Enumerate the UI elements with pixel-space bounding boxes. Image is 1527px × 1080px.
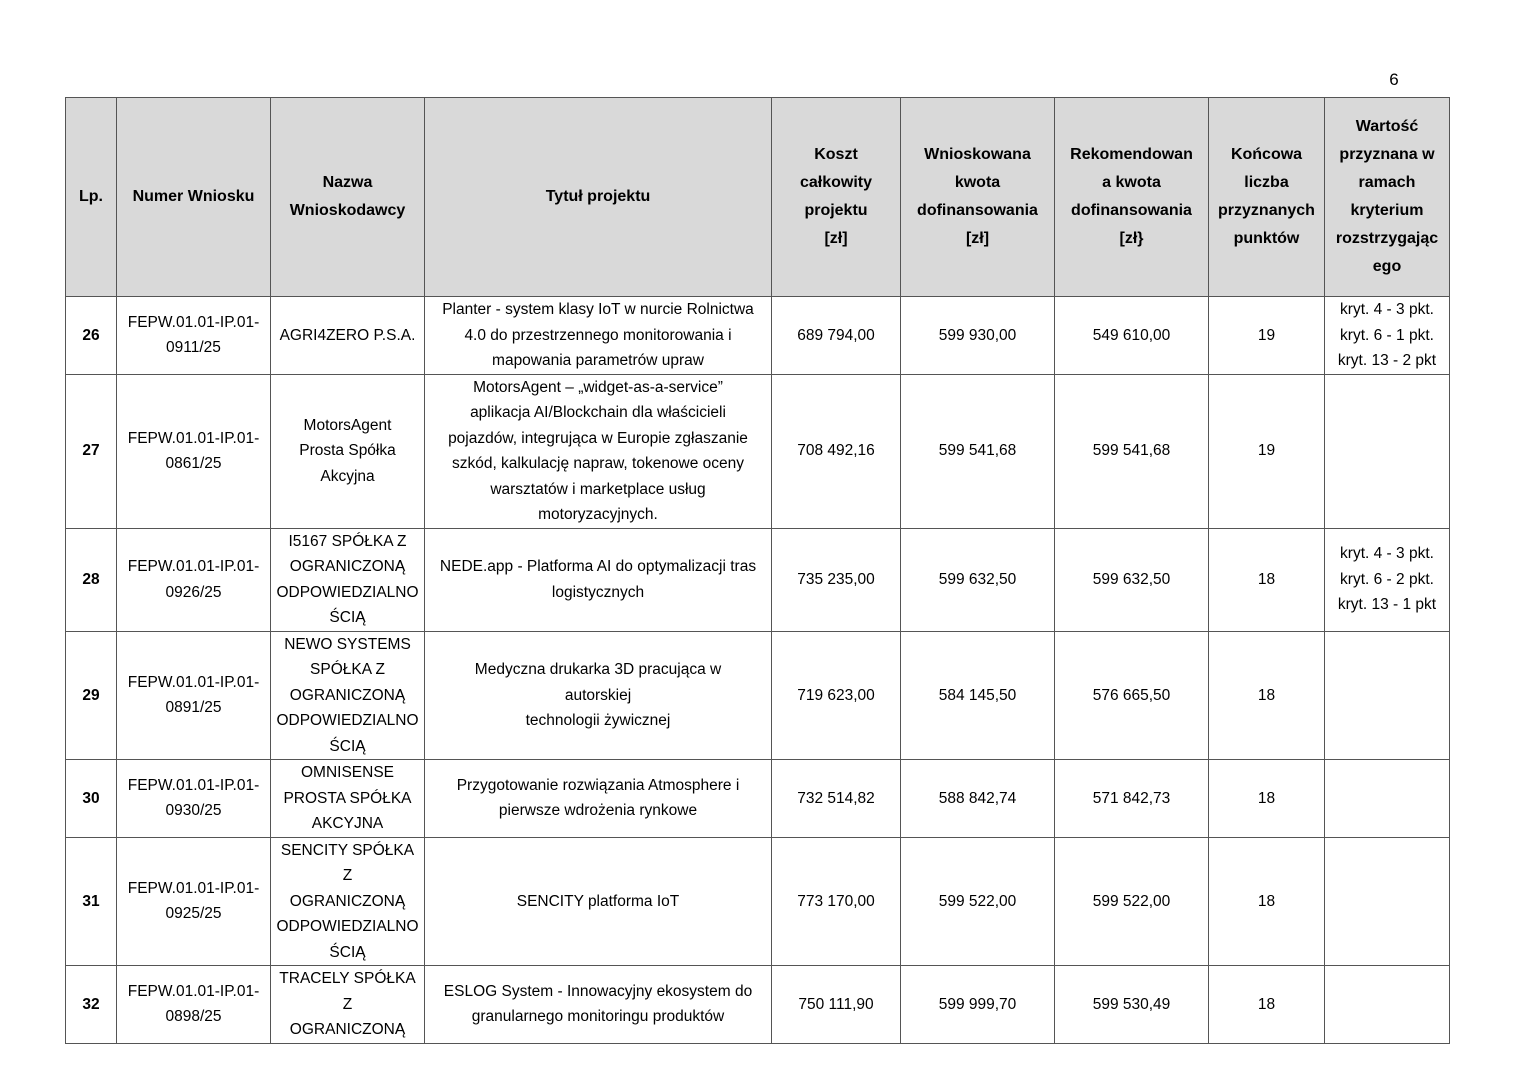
cell-requested-amount: 588 842,74 bbox=[901, 760, 1055, 838]
cell-project-title: ESLOG System - Innowacyjny ekosystem do granularnego monitoringu produktów bbox=[425, 966, 772, 1044]
cell-recommended-amount: 599 530,49 bbox=[1055, 966, 1209, 1044]
cell-applicant-name: OMNISENSE PROSTA SPÓŁKA AKCYJNA bbox=[271, 760, 425, 838]
cell-applicant-name: MotorsAgent Prosta Spółka Akcyjna bbox=[271, 374, 425, 528]
cell-requested-amount: 599 522,00 bbox=[901, 837, 1055, 966]
header-tiebreak-value: Wartość przyznana w ramach kryterium rozstrzygając ego bbox=[1325, 98, 1450, 297]
header-final-points: Końcowa liczba przyznanych punktów bbox=[1209, 98, 1325, 297]
cell-project-title: NEDE.app - Platforma AI do optymalizacji tras logistycznych bbox=[425, 528, 772, 631]
cell-lp: 27 bbox=[66, 374, 117, 528]
cell-lp: 32 bbox=[66, 966, 117, 1044]
cell-final-points: 19 bbox=[1209, 374, 1325, 528]
table-row bbox=[66, 760, 1450, 838]
cell-total-cost: 732 514,82 bbox=[772, 760, 901, 838]
cell-applicant-name: TRACELY SPÓŁKA Z OGRANICZONĄ bbox=[271, 966, 425, 1044]
cell-applicant-name: NEWO SYSTEMS SPÓŁKA Z OGRANICZONĄ ODPOWIEDZIALNO ŚCIĄ bbox=[271, 631, 425, 760]
cell-applicant-name: I5167 SPÓŁKA Z OGRANICZONĄ ODPOWIEDZIALNO ŚCIĄ bbox=[271, 528, 425, 631]
header-recommended-amount: Rekomendowan a kwota dofinansowania [zł} bbox=[1055, 98, 1209, 297]
cell-total-cost: 708 492,16 bbox=[772, 374, 901, 528]
cell-application-number: FEPW.01.01-IP.01- 0930/25 bbox=[117, 760, 271, 838]
cell-requested-amount: 584 145,50 bbox=[901, 631, 1055, 760]
cell-tiebreak-value bbox=[1325, 760, 1450, 838]
cell-requested-amount: 599 999,70 bbox=[901, 966, 1055, 1044]
page-number: 6 bbox=[1389, 70, 1399, 89]
table-body bbox=[66, 297, 1450, 1044]
cell-application-number: FEPW.01.01-IP.01- 0911/25 bbox=[117, 297, 271, 375]
cell-recommended-amount: 576 665,50 bbox=[1055, 631, 1209, 760]
cell-lp: 30 bbox=[66, 760, 117, 838]
ranking-table bbox=[65, 97, 1450, 1044]
cell-final-points: 19 bbox=[1209, 297, 1325, 375]
header-requested-amount: Wnioskowana kwota dofinansowania [zł] bbox=[901, 98, 1055, 297]
cell-recommended-amount: 599 541,68 bbox=[1055, 374, 1209, 528]
cell-lp: 29 bbox=[66, 631, 117, 760]
cell-tiebreak-value bbox=[1325, 374, 1450, 528]
cell-lp: 31 bbox=[66, 837, 117, 966]
cell-tiebreak-value bbox=[1325, 837, 1450, 966]
cell-recommended-amount: 549 610,00 bbox=[1055, 297, 1209, 375]
cell-requested-amount: 599 930,00 bbox=[901, 297, 1055, 375]
cell-application-number: FEPW.01.01-IP.01- 0898/25 bbox=[117, 966, 271, 1044]
header-application-number: Numer Wniosku bbox=[117, 98, 271, 297]
header-applicant-name: Nazwa Wnioskodawcy bbox=[271, 98, 425, 297]
cell-project-title: MotorsAgent – „widget-as-a-service” aplikacja AI/Blockchain dla właścicieli pojazdów, integrująca w Europie zgłaszanie szkód, kalkulację napraw, tokenowe oceny warsztatów i marketplace usług motoryzacyjnych. bbox=[425, 374, 772, 528]
cell-total-cost: 735 235,00 bbox=[772, 528, 901, 631]
header-project-title: Tytuł projektu bbox=[425, 98, 772, 297]
table-row bbox=[66, 297, 1450, 375]
cell-tiebreak-value bbox=[1325, 631, 1450, 760]
cell-recommended-amount: 599 522,00 bbox=[1055, 837, 1209, 966]
cell-lp: 28 bbox=[66, 528, 117, 631]
header-lp: Lp. bbox=[66, 98, 117, 297]
cell-project-title: Planter - system klasy IoT w nurcie Rolnictwa 4.0 do przestrzennego monitorowania i mapowania parametrów upraw bbox=[425, 297, 772, 375]
cell-recommended-amount: 571 842,73 bbox=[1055, 760, 1209, 838]
table-header bbox=[66, 98, 1450, 297]
cell-requested-amount: 599 632,50 bbox=[901, 528, 1055, 631]
cell-project-title: SENCITY platforma IoT bbox=[425, 837, 772, 966]
cell-application-number: FEPW.01.01-IP.01- 0891/25 bbox=[117, 631, 271, 760]
table-row bbox=[66, 528, 1450, 631]
cell-final-points: 18 bbox=[1209, 966, 1325, 1044]
cell-final-points: 18 bbox=[1209, 760, 1325, 838]
cell-project-title: Medyczna drukarka 3D pracująca w autorskiej technologii żywicznej bbox=[425, 631, 772, 760]
cell-total-cost: 773 170,00 bbox=[772, 837, 901, 966]
cell-project-title: Przygotowanie rozwiązania Atmosphere i pierwsze wdrożenia rynkowe bbox=[425, 760, 772, 838]
cell-application-number: FEPW.01.01-IP.01- 0926/25 bbox=[117, 528, 271, 631]
cell-lp: 26 bbox=[66, 297, 117, 375]
cell-tiebreak-value bbox=[1325, 966, 1450, 1044]
table-row bbox=[66, 631, 1450, 760]
cell-tiebreak-value: kryt. 4 - 3 pkt. kryt. 6 - 1 pkt. kryt. 13 - 2 pkt bbox=[1325, 297, 1450, 375]
cell-requested-amount: 599 541,68 bbox=[901, 374, 1055, 528]
cell-tiebreak-value: kryt. 4 - 3 pkt. kryt. 6 - 2 pkt. kryt. 13 - 1 pkt bbox=[1325, 528, 1450, 631]
table-row bbox=[66, 966, 1450, 1044]
cell-recommended-amount: 599 632,50 bbox=[1055, 528, 1209, 631]
cell-final-points: 18 bbox=[1209, 837, 1325, 966]
cell-total-cost: 719 623,00 bbox=[772, 631, 901, 760]
cell-final-points: 18 bbox=[1209, 631, 1325, 760]
cell-applicant-name: AGRI4ZERO P.S.A. bbox=[271, 297, 425, 375]
header-row bbox=[66, 98, 1450, 297]
table-row bbox=[66, 837, 1450, 966]
cell-application-number: FEPW.01.01-IP.01- 0925/25 bbox=[117, 837, 271, 966]
cell-total-cost: 689 794,00 bbox=[772, 297, 901, 375]
table-row bbox=[66, 374, 1450, 528]
cell-final-points: 18 bbox=[1209, 528, 1325, 631]
cell-total-cost: 750 111,90 bbox=[772, 966, 901, 1044]
cell-application-number: FEPW.01.01-IP.01- 0861/25 bbox=[117, 374, 271, 528]
header-total-cost: Koszt całkowity projektu [zł] bbox=[772, 98, 901, 297]
cell-applicant-name: SENCITY SPÓŁKA Z OGRANICZONĄ ODPOWIEDZIALNO ŚCIĄ bbox=[271, 837, 425, 966]
